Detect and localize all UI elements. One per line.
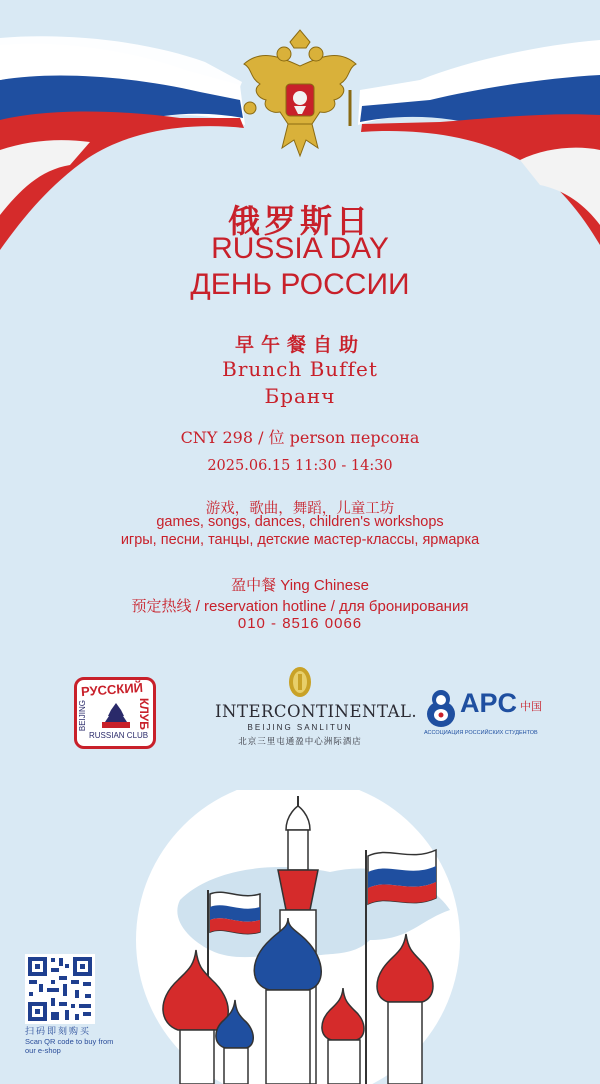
russian-club-logo — [74, 677, 156, 749]
apc-chinese: 中国 — [520, 701, 542, 713]
event-datetime: 2025.06.15 11:30 - 14:30 — [207, 458, 393, 474]
hotline-label: 预定热线 / reservation hotline / для бронирования — [131, 598, 469, 615]
club-logo-side-text: BEIJING — [78, 700, 87, 732]
activities-english: games, songs, dances, children's workshops — [156, 514, 444, 530]
hotel-chinese-name: 北京三里屯通盈中心洲际酒店 — [238, 736, 362, 746]
kremlin-cathedral-icon — [120, 790, 480, 1084]
apc-subtitle: АССОЦИАЦИЯ РОССИЙСКИХ СТУДЕНТОВ — [424, 730, 538, 736]
apc-logo — [420, 686, 548, 746]
qr-code-icon[interactable] — [25, 954, 95, 1024]
club-logo-vertical-text: КЛУБ — [137, 698, 151, 730]
club-logo-top-text: РУССКИЙ — [80, 679, 144, 700]
title-chinese: 俄罗斯日 — [227, 202, 372, 240]
coat-of-arms-icon — [232, 28, 368, 168]
hotline-number[interactable]: 010 - 8516 0066 — [237, 615, 363, 632]
intercontinental-logo — [215, 666, 418, 750]
apc-name: APC — [460, 688, 518, 718]
club-logo-bottom-text: RUSSIAN CLUB — [89, 731, 149, 740]
subtitle-russian: Бранч — [264, 384, 336, 408]
hotel-name: INTERCONTINENTAL. — [215, 702, 418, 721]
activities-chinese: 游戏，歌曲，舞蹈，儿童工坊 — [205, 501, 395, 517]
venue-name: 盈中餐 Ying Chinese — [231, 577, 369, 594]
qr-caption-chinese: 扫码即刻购买 — [25, 1026, 92, 1036]
temple-icon — [99, 700, 133, 730]
activities-russian: игры, песни, танцы, детские мастер-классы, ярмарка — [120, 532, 480, 548]
matryoshka-icon — [424, 688, 458, 728]
subtitle-english: Brunch Buffet — [222, 357, 378, 381]
qr-caption-english: Scan QR code to buy from our e-shop — [25, 1037, 114, 1055]
price: CNY 298 / 位 person персона — [180, 428, 420, 447]
hotel-emblem-icon — [287, 666, 313, 698]
title-english: RUSSIA DAY — [211, 232, 389, 265]
hotel-location: BEIJING SANLITUN — [247, 723, 353, 732]
subtitle-chinese: 早午餐自助 — [234, 334, 365, 356]
title-russian: ДЕНЬ РОССИИ — [190, 268, 410, 301]
